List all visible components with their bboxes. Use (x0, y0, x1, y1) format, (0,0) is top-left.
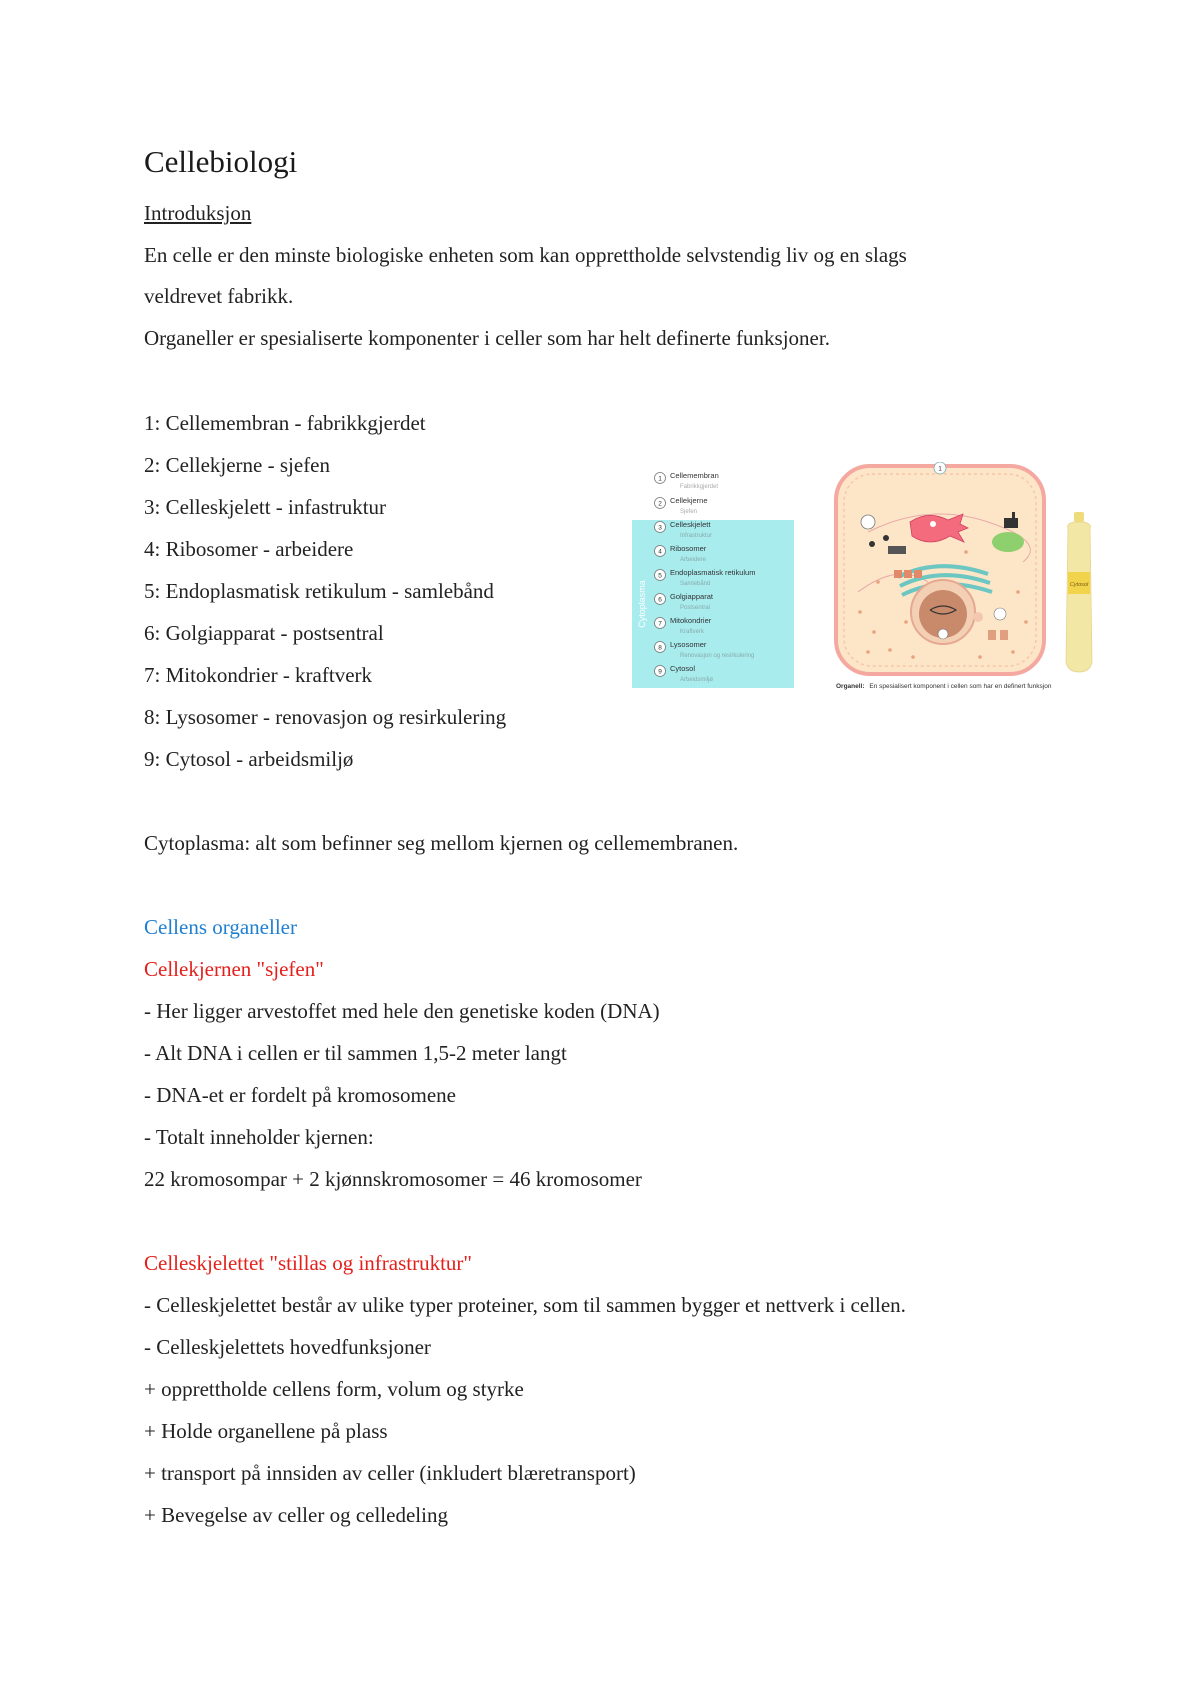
legend-sub: Fabrikkgjerdet (680, 484, 719, 490)
legend-row (655, 496, 708, 515)
legend-number: 1 (658, 475, 662, 483)
legend-number: 2 (658, 500, 662, 508)
legend-name: Cellekjerne (670, 496, 708, 505)
legend-number: 5 (658, 572, 662, 580)
cell-badge-number: 1 (938, 465, 942, 473)
intro-line: veldrevet fabrikk. (144, 284, 294, 308)
cytoplasma-label: Cytoplasma (637, 580, 647, 628)
kjerne-line: - Alt DNA i cellen er til sammen 1,5-2 meter langt (144, 1041, 567, 1065)
section-heading-celleskjelettet: Celleskjelettet "stillas og infrastruktur" (144, 1251, 472, 1275)
skjelett-line: + opprettholde cellens form, volum og styrke (144, 1377, 524, 1401)
legend-sub: Arbeidsmiljø (680, 677, 714, 683)
organelle-list-item: 9: Cytosol - arbeidsmiljø (144, 747, 354, 771)
golgi-stacks (894, 570, 922, 578)
organelle-list-item: 2: Cellekjerne - sjefen (144, 453, 331, 477)
figure-caption (836, 683, 1052, 690)
organelle-list-item: 8: Lysosomer - renovasjon og resirkulering (144, 705, 507, 729)
kjerne-line: 22 kromosompar + 2 kjønnskromosomer = 46 kromosomer (144, 1167, 642, 1191)
golgi-apparatus (910, 514, 968, 542)
organelle-list-item: 3: Celleskjelett - infastruktur (144, 495, 387, 519)
organelle-list-item: 4: Ribosomer - arbeidere (144, 537, 354, 561)
legend-row (655, 471, 719, 490)
cytoplasma-panel (632, 520, 794, 688)
legend-name: Endoplasmatisk retikulum (670, 568, 756, 577)
legend-sub: Postsentral (680, 605, 711, 611)
cell-figure (628, 462, 1098, 704)
legend-sub: Renovasjon og resirkulering (680, 653, 755, 659)
legend-name: Celleskjelett (670, 520, 711, 529)
organelle-list-item: 6: Golgiapparat - postsentral (144, 621, 384, 645)
legend-sub: Samlebånd (680, 581, 711, 587)
skjelett-line: - Celleskjelettets hovedfunksjoner (144, 1335, 431, 1359)
legend-name: Mitokondrier (670, 616, 712, 625)
legend-name: Ribosomer (670, 544, 707, 553)
legend-number: 6 (658, 596, 662, 604)
legend-number: 7 (658, 620, 662, 628)
intro-heading: Introduksjon (144, 201, 252, 225)
legend-number: 9 (658, 668, 662, 676)
section-heading-cellekjernen: Cellekjernen "sjefen" (144, 957, 324, 981)
nucleus-badge (938, 629, 948, 639)
bottle-label: Cytosol (1069, 582, 1089, 588)
legend-name: Golgiapparat (670, 592, 713, 601)
skjelett-line: + transport på innsiden av celler (inkludert blæretransport) (144, 1461, 636, 1485)
skjelett-line: - Celleskjelettet består av ulike typer proteiner, som til sammen bygger et nettverk i cellen. (144, 1293, 906, 1317)
legend-number: 3 (658, 524, 662, 532)
legend-name: Cellemembran (670, 471, 719, 480)
organelle-list-item: 5: Endoplasmatisk retikulum - samlebånd (144, 579, 494, 603)
figure-caption-text: En spesialisert komponent i cellen som har en definert funksjon (869, 683, 1052, 690)
kjerne-line: - DNA-et er fordelt på kromosomene (144, 1083, 456, 1107)
legend-sub: Infrastruktur (680, 533, 713, 539)
legend-sub: Kraftverk (680, 629, 705, 635)
legend-sub: Arbeidere (680, 557, 707, 563)
organelle-list-item: 7: Mitokondrier - kraftverk (144, 663, 373, 687)
legend-name: Cytosol (670, 664, 696, 673)
kjerne-line: - Totalt inneholder kjernen: (144, 1125, 374, 1149)
legend-number: 8 (658, 644, 662, 652)
page-title: Cellebiologi (144, 144, 298, 179)
figure-caption-bold: Organell: (836, 683, 865, 690)
organelle-list-item: 1: Cellemembran - fabrikkgjerdet (144, 411, 426, 435)
legend-name: Lysosomer (670, 640, 707, 649)
legend-sub: Sjefen (680, 509, 698, 515)
intro-line: Organeller er spesialiserte komponenter i celler som har helt definerte funksjoner. (144, 326, 830, 350)
section-heading-organeller: Cellens organeller (144, 915, 297, 939)
skjelett-line: + Bevegelse av celler og celledeling (144, 1503, 448, 1527)
cytoplasma-definition: Cytoplasma: alt som befinner seg mellom kjernen og cellemembranen. (144, 831, 739, 855)
cytosol-bottle (1066, 512, 1092, 672)
cell-illustration (628, 462, 1098, 704)
skjelett-line: + Holde organellene på plass (144, 1419, 388, 1443)
kjerne-line: - Her ligger arvestoffet med hele den genetiske koden (DNA) (144, 999, 660, 1023)
legend-number: 4 (658, 548, 662, 556)
intro-line: En celle er den minste biologiske enheten som kan opprettholde selvstendig liv og en slags (144, 243, 907, 267)
